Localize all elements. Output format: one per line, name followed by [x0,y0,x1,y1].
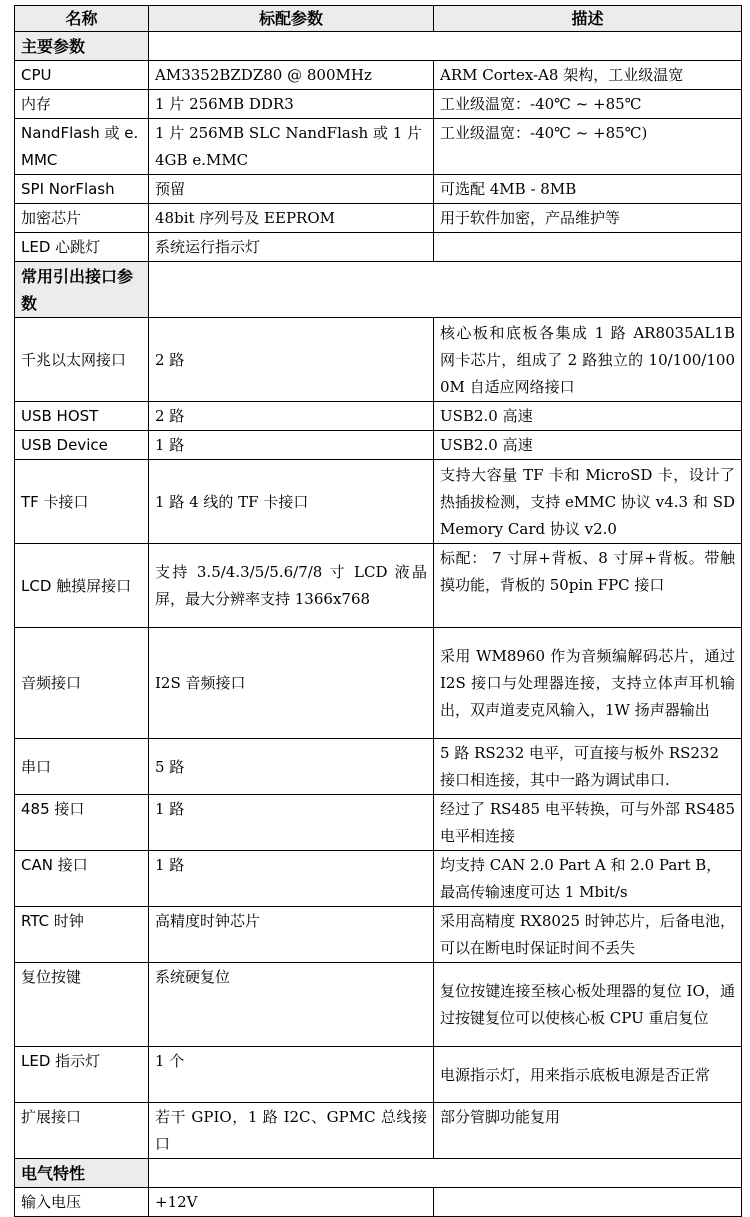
row-spec: 1 路 [149,431,434,460]
table-row [15,1047,742,1103]
row-desc: 采用高精度 RX8025 时钟芯片，后备电池，可以在断电时保证时间不丢失 [434,907,742,963]
row-name: 内存 [15,90,149,119]
row-name: 音频接口 [15,628,149,739]
table-row [15,1188,742,1217]
row-spec: AM3352BZDZ80 @ 800MHz [149,61,434,90]
row-spec: 预留 [149,175,434,204]
row-name: LED 指示灯 [15,1047,149,1103]
table-row [15,963,742,1047]
row-name: USB HOST [15,402,149,431]
section-title: 主要参数 [15,32,149,61]
row-name: LCD 触摸屏接口 [15,544,149,628]
row-desc: 标配： 7 寸屏+背板、8 寸屏+背板。带触摸功能，背板的 50pin FPC 接口 [434,544,742,628]
table-row [15,628,742,739]
row-name: 复位按键 [15,963,149,1047]
table-row [15,851,742,907]
row-name: RTC 时钟 [15,907,149,963]
table-row [15,204,742,233]
header-spec: 标配参数 [149,6,434,32]
row-spec: 高精度时钟芯片 [149,907,434,963]
row-desc: 电源指示灯，用来指示底板电源是否正常 [434,1047,742,1103]
row-desc: 经过了 RS485 电平转换，可与外部 RS485 电平相连接 [434,795,742,851]
row-spec: 1 个 [149,1047,434,1103]
row-name: CPU [15,61,149,90]
row-name: NandFlash 或 e.MMC [15,119,149,175]
row-spec: 1 路 [149,795,434,851]
header-desc: 描述 [434,6,742,32]
table-row [15,175,742,204]
row-spec: 支持 3.5/4.3/5/5.6/7/8 寸 LCD 液晶屏，最大分辨率支持 1366x768 [149,544,434,628]
spec-table [14,5,742,1217]
table-row [15,460,742,544]
row-spec: 1 路 4 线的 TF 卡接口 [149,460,434,544]
section-fill [149,32,742,61]
row-desc: 部分管脚功能复用 [434,1103,742,1159]
row-desc: 可选配 4MB - 8MB [434,175,742,204]
table-row [15,233,742,262]
row-desc: USB2.0 高速 [434,402,742,431]
row-desc: 核心板和底板各集成 1 路 AR8035AL1B 网卡芯片，组成了 2 路独立的 10/100/1000M 自适应网络接口 [434,318,742,402]
table-row [15,318,742,402]
row-spec: 1 路 [149,851,434,907]
table-row [15,795,742,851]
row-name: 输入电压 [15,1188,149,1217]
row-name: SPI NorFlash [15,175,149,204]
table-row [15,119,742,175]
table-row [15,90,742,119]
row-spec: 系统运行指示灯 [149,233,434,262]
row-desc: 工业级温宽：-40℃ ~ +85℃) [434,119,742,175]
row-desc: 用于软件加密，产品维护等 [434,204,742,233]
section-title: 电气特性 [15,1159,149,1188]
row-spec: 若干 GPIO，1 路 I2C、GPMC 总线接口 [149,1103,434,1159]
section-fill [149,262,742,318]
row-desc: ARM Cortex-A8 架构，工业级温宽 [434,61,742,90]
table-row [15,907,742,963]
section-row [15,1159,742,1188]
header-name: 名称 [15,6,149,32]
row-spec: 1 片 256MB DDR3 [149,90,434,119]
table-row [15,431,742,460]
header-row [15,6,742,32]
table-row [15,544,742,628]
section-title: 常用引出接口参数 [15,262,149,318]
row-desc: 5 路 RS232 电平，可直接与板外 RS232 接口相连接，其中一路为调试串口. [434,739,742,795]
row-spec: 48bit 序列号及 EEPROM [149,204,434,233]
table-row [15,61,742,90]
row-desc: 复位按键连接至核心板处理器的复位 IO，通过按键复位可以使核心板 CPU 重启复位 [434,963,742,1047]
table-row [15,1103,742,1159]
row-spec: 2 路 [149,402,434,431]
row-desc [434,233,742,262]
row-spec: 1 片 256MB SLC NandFlash 或 1 片 4GB e.MMC [149,119,434,175]
row-name: 串口 [15,739,149,795]
section-row [15,262,742,318]
row-name: LED 心跳灯 [15,233,149,262]
row-desc: USB2.0 高速 [434,431,742,460]
table-row [15,739,742,795]
section-fill [149,1159,742,1188]
row-desc [434,1188,742,1217]
row-desc: 采用 WM8960 作为音频编解码芯片，通过 I2S 接口与处理器连接，支持立体声耳机输出，双声道麦克风输入，1W 扬声器输出 [434,628,742,739]
row-name: 加密芯片 [15,204,149,233]
row-name: USB Device [15,431,149,460]
row-name: 485 接口 [15,795,149,851]
table-row [15,402,742,431]
row-spec: I2S 音频接口 [149,628,434,739]
row-spec: +12V [149,1188,434,1217]
row-desc: 工业级温宽：-40℃ ~ +85℃ [434,90,742,119]
row-desc: 支持大容量 TF 卡和 MicroSD 卡，设计了热插拔检测，支持 eMMC 协议 v4.3 和 SD Memory Card 协议 v2.0 [434,460,742,544]
row-name: 扩展接口 [15,1103,149,1159]
row-name: CAN 接口 [15,851,149,907]
row-name: TF 卡接口 [15,460,149,544]
row-spec: 2 路 [149,318,434,402]
row-spec: 系统硬复位 [149,963,434,1047]
row-spec: 5 路 [149,739,434,795]
row-name: 千兆以太网接口 [15,318,149,402]
section-row [15,32,742,61]
row-desc: 均支持 CAN 2.0 Part A 和 2.0 Part B，最高传输速度可达 1 Mbit/s [434,851,742,907]
